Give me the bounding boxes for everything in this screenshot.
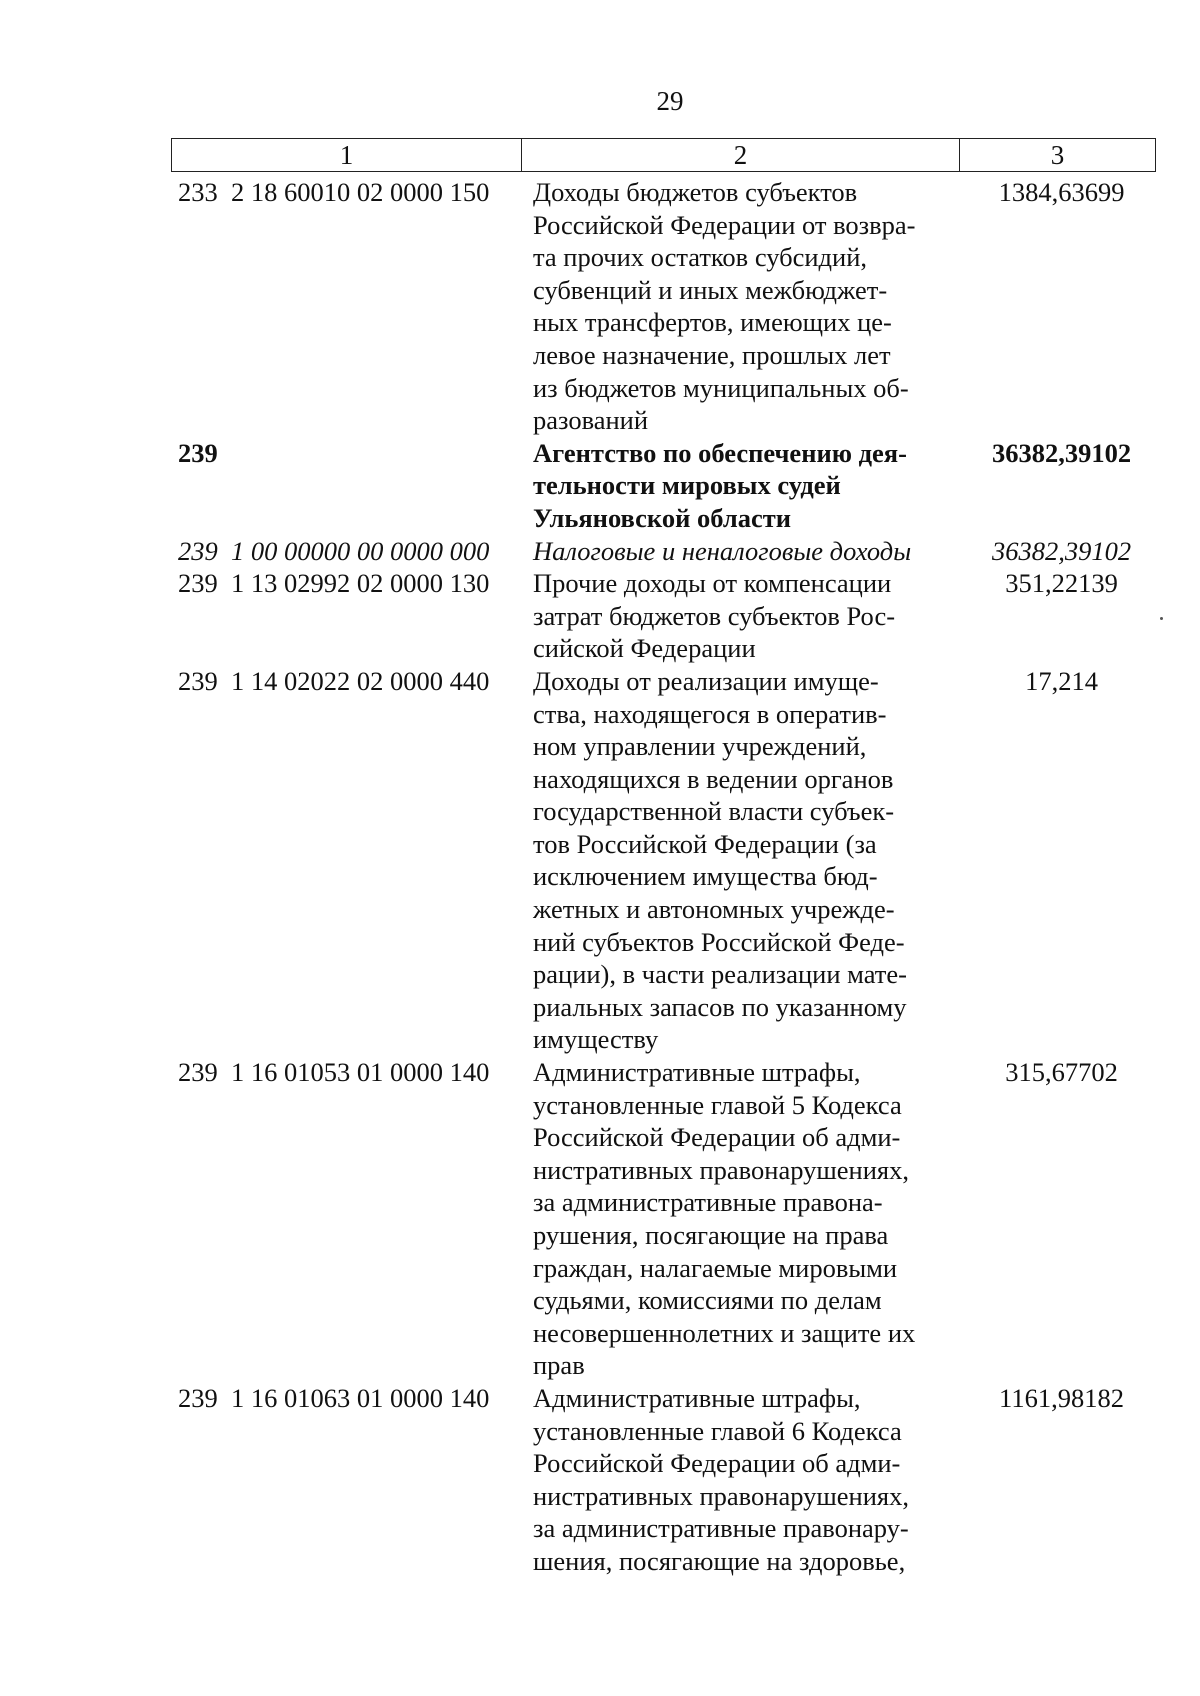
row-description: Доходы бюджетов субъектов Российской Федерации от возвра- та прочих остатков субсидий, субвенций и иных межбюджет- ных трансфертов, имеющих це- левое назначение, прошлых лет из бюджетов муниципальных об- разований xyxy=(533,177,916,436)
table-header xyxy=(171,138,1156,172)
row-description: Административные штрафы, установленные главой 6 Кодекса Российской Федерации об адми- нистративных правонарушениях, за административные правонару- шения, посягающие на здоровье, xyxy=(533,1382,909,1576)
table-row xyxy=(178,567,1158,665)
table-row xyxy=(178,176,1158,437)
table-row xyxy=(178,437,1158,535)
row-description: Налоговые и неналоговые доходы xyxy=(533,535,912,566)
row-amount: 36382,39102 xyxy=(991,535,1132,566)
row-code: 239 1 16 01063 01 0000 140 xyxy=(178,1382,490,1413)
row-code: 239 1 16 01053 01 0000 140 xyxy=(178,1057,490,1088)
table-row xyxy=(178,1056,1158,1382)
table-row xyxy=(178,1382,1158,1578)
row-description: Доходы от реализации имуще- ства, находящегося в оператив- ном управлении учреждений, находящихся в ведении органов государственной власти субъек- тов Российской Федерации (за исключением имущества бюд- жетных и автономных учрежде- ний субъектов Российской Феде- рации), в части реализации мате- риальных запасов по указанному имуществу xyxy=(533,665,907,1055)
row-code: 239 1 00 00000 00 0000 000 xyxy=(178,535,490,566)
table-body xyxy=(178,176,1158,1578)
row-amount: 315,67702 xyxy=(1005,1057,1118,1088)
row-amount: 36382,39102 xyxy=(991,437,1132,468)
table-row xyxy=(178,665,1158,1056)
scan-speck xyxy=(1160,617,1163,620)
column-header-code: 1 xyxy=(172,139,522,171)
row-amount: 17,214 xyxy=(1025,665,1098,696)
row-description: Административные штрафы, установленные главой 5 Кодекса Российской Федерации об адми- нистративных правонарушениях, за административные правона- рушения, посягающие на права граждан, налагаемые мировыми судьями, комиссиями по делам несовершеннолетних и защите их прав xyxy=(533,1057,916,1381)
table-row xyxy=(178,535,1158,568)
row-amount: 1161,98182 xyxy=(999,1382,1124,1413)
column-header-description: 2 xyxy=(522,139,960,171)
row-code: 239 1 13 02992 02 0000 130 xyxy=(178,568,490,599)
row-code: 239 xyxy=(178,437,218,468)
row-description: Прочие доходы от компенсации затрат бюджетов субъектов Рос- сийской Федерации xyxy=(533,568,896,664)
row-code: 233 2 18 60010 02 0000 150 xyxy=(178,177,490,207)
row-amount: 351,22139 xyxy=(1005,568,1118,599)
page-number: 29 xyxy=(656,86,684,116)
column-header-amount: 3 xyxy=(1050,139,1065,170)
row-amount: 1384,63699 xyxy=(998,177,1125,207)
row-description: Агентство по обеспечению дея- тельности мировых судей Ульяновской области xyxy=(533,437,907,533)
row-code: 239 1 14 02022 02 0000 440 xyxy=(178,665,490,696)
